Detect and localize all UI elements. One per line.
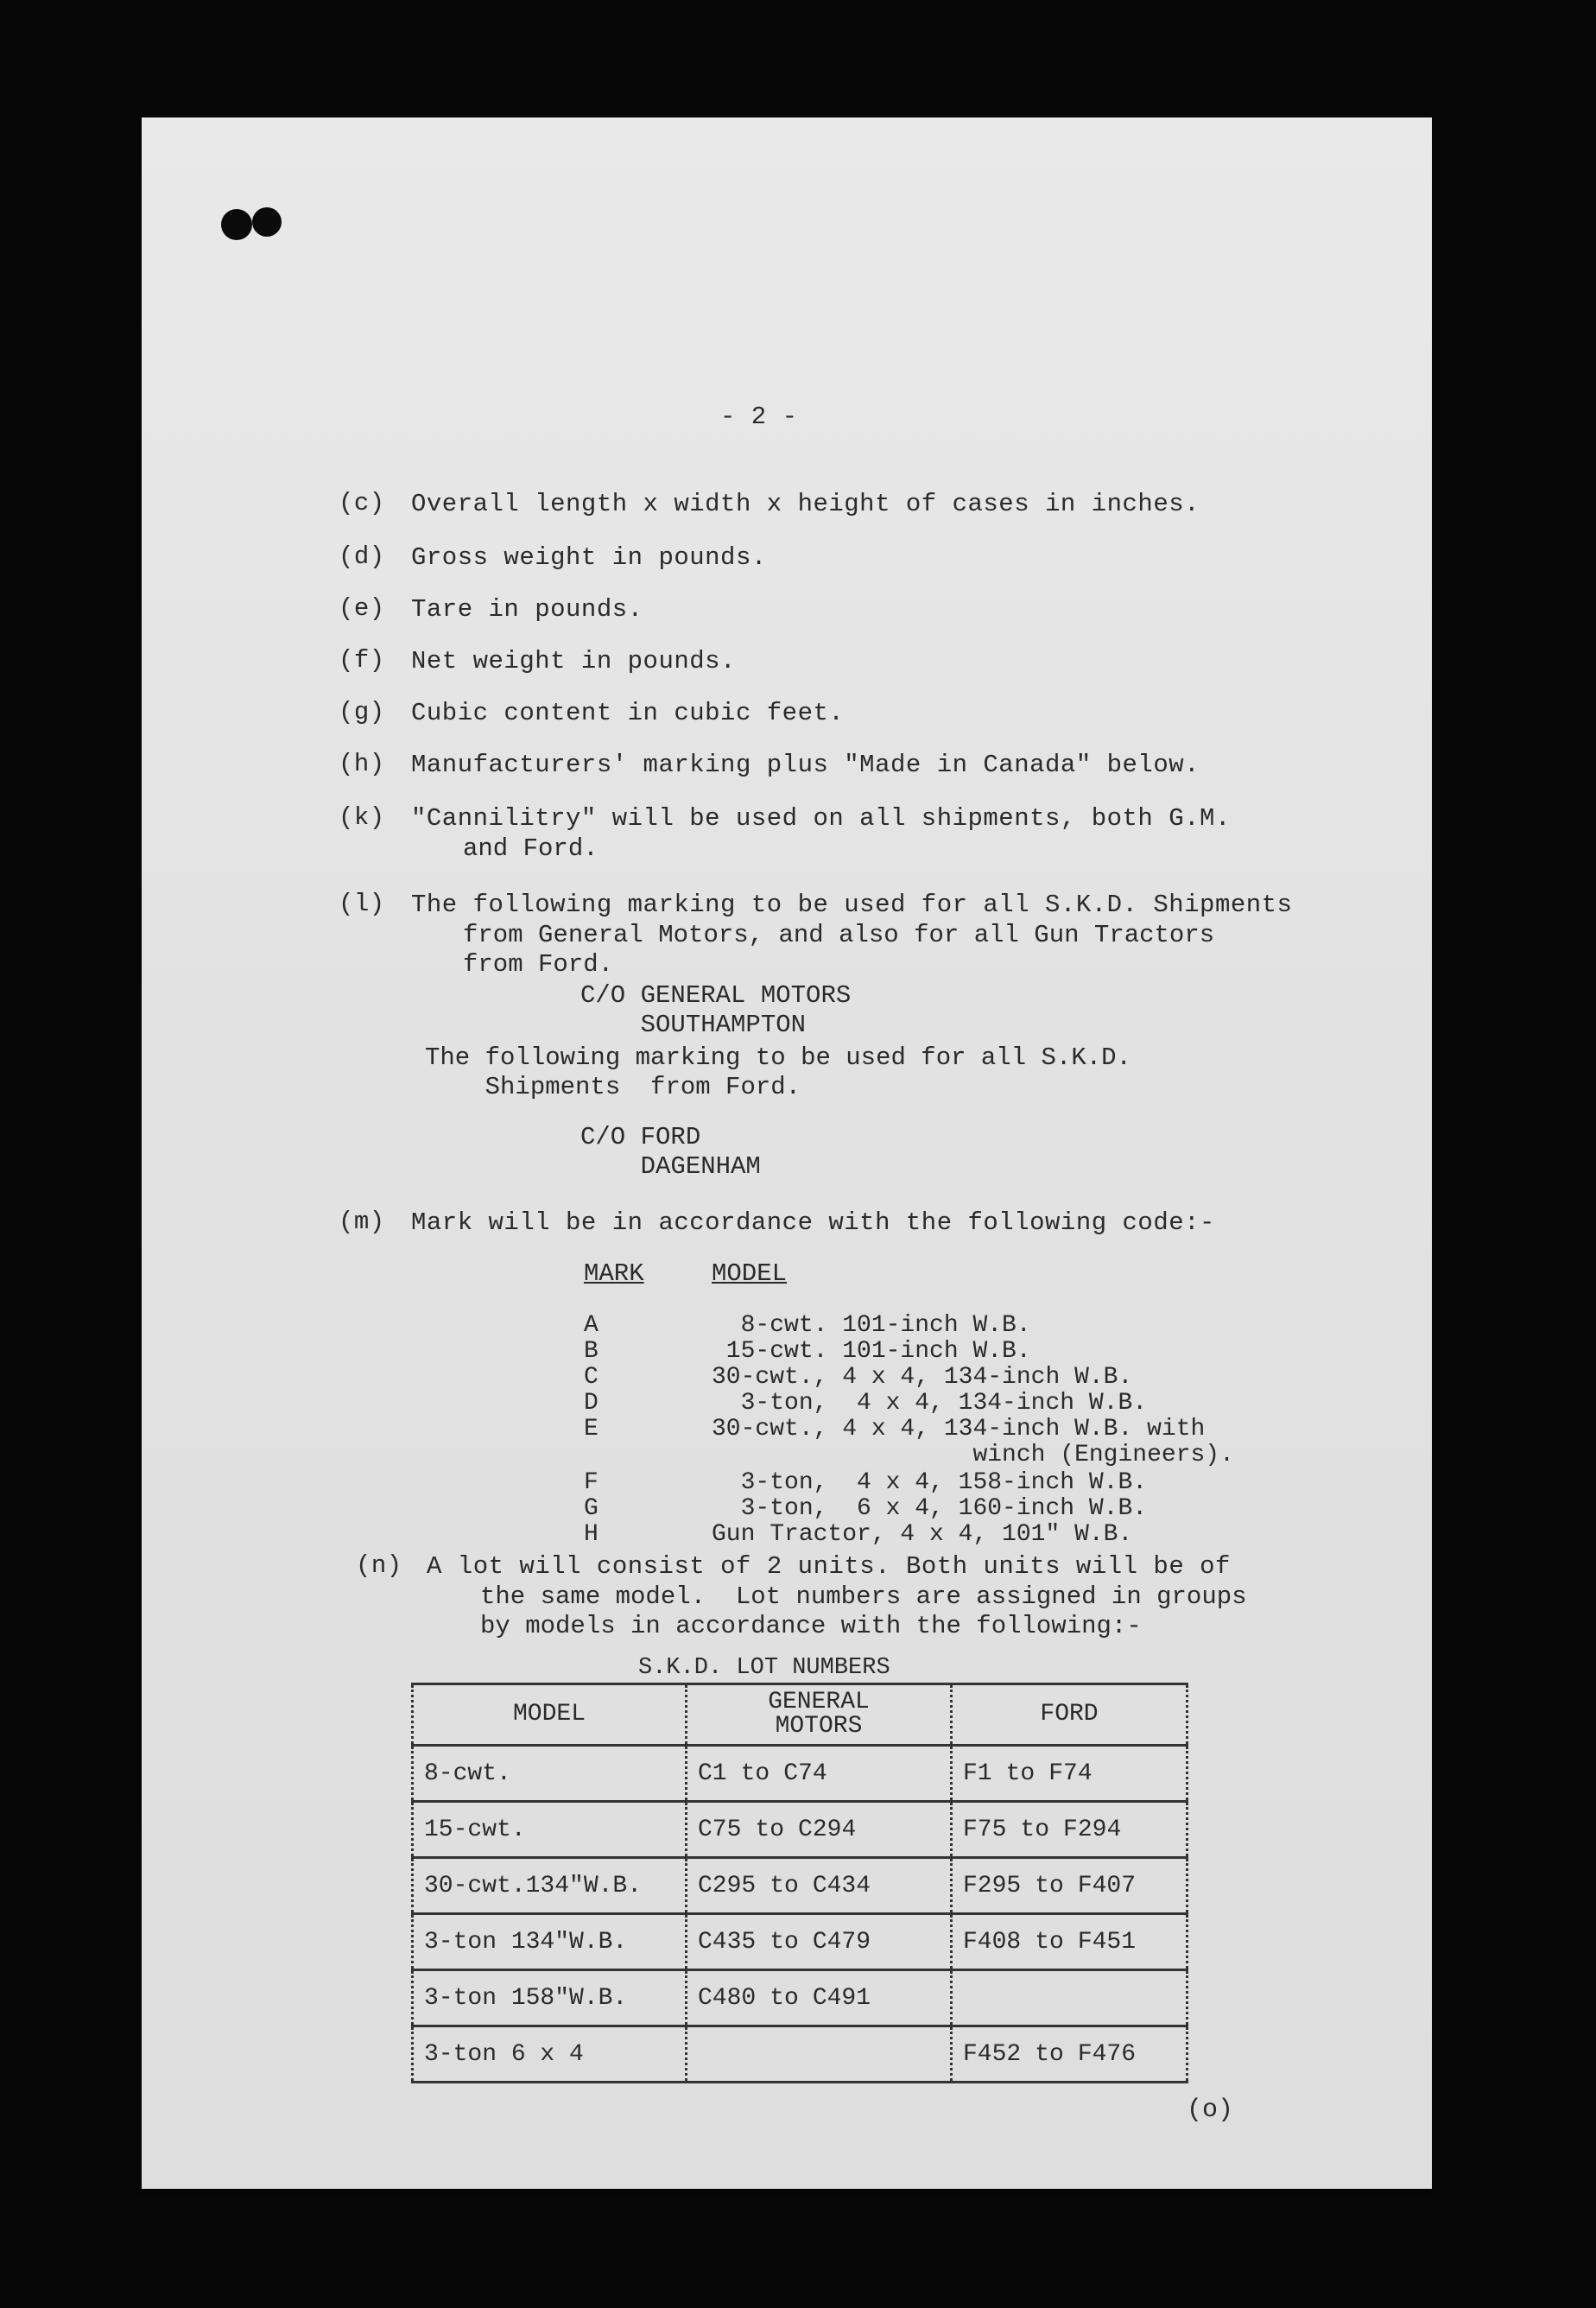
code-header-model: MODEL	[712, 1259, 788, 1288]
item-text: Gross weight in pounds.	[411, 543, 767, 572]
cell-ford-range	[952, 1914, 1188, 1970]
code-model: 30-cwt., 4 x 4, 134-inch W.B. with winch (Engineers).	[712, 1416, 1234, 1468]
cell-gm-range	[687, 1802, 952, 1858]
item-label: (l)	[339, 890, 385, 918]
ford-to: F476	[1077, 2040, 1137, 2068]
range-to: to	[1035, 2040, 1064, 2068]
punch-hole	[252, 207, 282, 237]
table-row	[413, 1970, 1188, 2026]
column-header-model: MODEL	[413, 1684, 687, 1746]
gm-to: C74	[783, 1760, 827, 1787]
gm-to: C434	[812, 1872, 871, 1899]
cell-gm-range	[687, 1858, 952, 1914]
item-label: (k)	[339, 803, 385, 832]
range-to: to	[770, 1928, 799, 1956]
cell-model: 30-cwt.134"W.B.	[413, 1858, 687, 1914]
item-text: The following marking to be used for all S.K.D. Shipments	[411, 891, 1293, 919]
item-text-continued: from General Motors, and also for all Gun Tractors from Ford.	[463, 921, 1215, 979]
item-text: Mark will be in accordance with the following code:-	[411, 1208, 1215, 1237]
cell-ford-range	[952, 2026, 1188, 2083]
item-text: Tare in pounds.	[411, 595, 643, 624]
item-label: (h)	[339, 750, 385, 778]
code-mark: H	[584, 1521, 598, 1548]
ford-intro: The following marking to be used for all S.K.D. Shipments from Ford.	[425, 1043, 1131, 1101]
ford-to: F407	[1077, 1872, 1137, 1899]
code-mark: B	[584, 1338, 598, 1365]
table-row	[413, 1802, 1188, 1858]
code-mark: E	[584, 1416, 598, 1442]
range-to: to	[1035, 1928, 1064, 1956]
range-to: to	[770, 1872, 799, 1899]
cell-gm-range	[687, 1746, 952, 1802]
code-mark: D	[584, 1390, 598, 1417]
range-to: to	[1005, 1760, 1036, 1787]
gm-from: C75	[698, 1816, 742, 1843]
column-header-ford: FORD	[952, 1684, 1188, 1746]
code-mark: G	[584, 1495, 598, 1522]
gm-to: C491	[812, 1984, 871, 2012]
item-label: (g)	[339, 698, 385, 726]
range-to: to	[740, 1760, 770, 1787]
item-text: A lot will consist of 2 units. Both units will be of	[427, 1552, 1231, 1581]
item-text: Overall length x width x height of cases in inches.	[411, 490, 1200, 518]
cell-gm-range	[687, 1914, 952, 1970]
ford-from: F452	[963, 2040, 1022, 2068]
gm-from: C295	[698, 1872, 757, 1899]
item-text: Net weight in pounds.	[411, 647, 736, 675]
cell-model: 3-ton 158"W.B.	[413, 1970, 687, 2026]
code-model: 3-ton, 4 x 4, 134-inch W.B.	[712, 1390, 1148, 1417]
range-to: to	[770, 1984, 799, 2012]
column-header-general-motors: GENERAL MOTORS	[687, 1684, 952, 1746]
item-label: (m)	[339, 1208, 385, 1236]
item-text: Manufacturers' marking plus "Made in Canada" below.	[411, 751, 1200, 779]
gm-to: C479	[812, 1928, 871, 1956]
table-row	[413, 1914, 1188, 1970]
ford-from: F295	[963, 1872, 1022, 1899]
cell-model: 3-ton 134"W.B.	[413, 1914, 687, 1970]
code-model: 8-cwt. 101-inch W.B.	[712, 1312, 1031, 1339]
ford-from: F408	[963, 1928, 1022, 1956]
cell-ford-range	[952, 1746, 1188, 1802]
ford-from: F75	[963, 1816, 1007, 1843]
item-text-continued: the same model. Lot numbers are assigned in groups by models in accordance with the following:-	[480, 1582, 1247, 1640]
ford-to: F294	[1063, 1816, 1122, 1843]
gm-from: C435	[698, 1928, 757, 1956]
ford-to: F74	[1048, 1760, 1092, 1787]
gm-from: C480	[698, 1984, 757, 2012]
cell-ford-range	[952, 1970, 1188, 2026]
ford-address: C/O FORD DAGENHAM	[580, 1123, 761, 1181]
table-row	[413, 2026, 1188, 2083]
code-header-mark: MARK	[584, 1259, 644, 1288]
ford-to: F451	[1077, 1928, 1137, 1956]
gm-from: C1	[698, 1760, 727, 1787]
code-mark: C	[584, 1364, 598, 1391]
table-row	[413, 1746, 1188, 1802]
range-to: to	[1035, 1872, 1064, 1899]
gm-to: C294	[798, 1816, 857, 1843]
item-text: Cubic content in cubic feet.	[411, 699, 845, 727]
code-model: 3-ton, 4 x 4, 158-inch W.B.	[712, 1469, 1148, 1496]
page-number: - 2 -	[720, 403, 798, 431]
gm-address: C/O GENERAL MOTORS SOUTHAMPTON	[580, 981, 852, 1039]
punch-hole	[221, 209, 252, 240]
cell-model: 3-ton 6 x 4	[413, 2026, 687, 2083]
item-text: "Cannilitry" will be used on all shipments, both G.M.	[411, 804, 1231, 833]
item-label: (c)	[339, 489, 385, 517]
table-row	[413, 1858, 1188, 1914]
cell-gm-range	[687, 2026, 952, 2083]
code-model: 30-cwt., 4 x 4, 134-inch W.B.	[712, 1364, 1133, 1391]
cell-model: 8-cwt.	[413, 1746, 687, 1802]
code-mark: F	[584, 1469, 598, 1496]
table-header-row	[413, 1684, 1188, 1746]
code-model: Gun Tractor, 4 x 4, 101" W.B.	[712, 1521, 1133, 1548]
cell-model: 15-cwt.	[413, 1802, 687, 1858]
ford-from: F1	[963, 1760, 992, 1787]
code-model: 3-ton, 6 x 4, 160-inch W.B.	[712, 1495, 1148, 1522]
cell-ford-range	[952, 1858, 1188, 1914]
item-label: (e)	[339, 594, 385, 623]
item-text-continued: and Ford.	[463, 834, 598, 863]
next-page-marker: (o)	[1187, 2096, 1234, 2125]
item-label: (n)	[356, 1551, 402, 1580]
code-mark: A	[584, 1312, 598, 1339]
lot-numbers-table	[411, 1683, 1188, 2083]
item-label: (f)	[339, 646, 385, 675]
table-title: S.K.D. LOT NUMBERS	[638, 1655, 890, 1681]
code-model: 15-cwt. 101-inch W.B.	[712, 1338, 1031, 1365]
cell-gm-range	[687, 1970, 952, 2026]
range-to: to	[1020, 1816, 1050, 1843]
item-label: (d)	[339, 542, 385, 571]
range-to: to	[755, 1816, 785, 1843]
cell-ford-range	[952, 1802, 1188, 1858]
document-page	[142, 117, 1432, 2189]
